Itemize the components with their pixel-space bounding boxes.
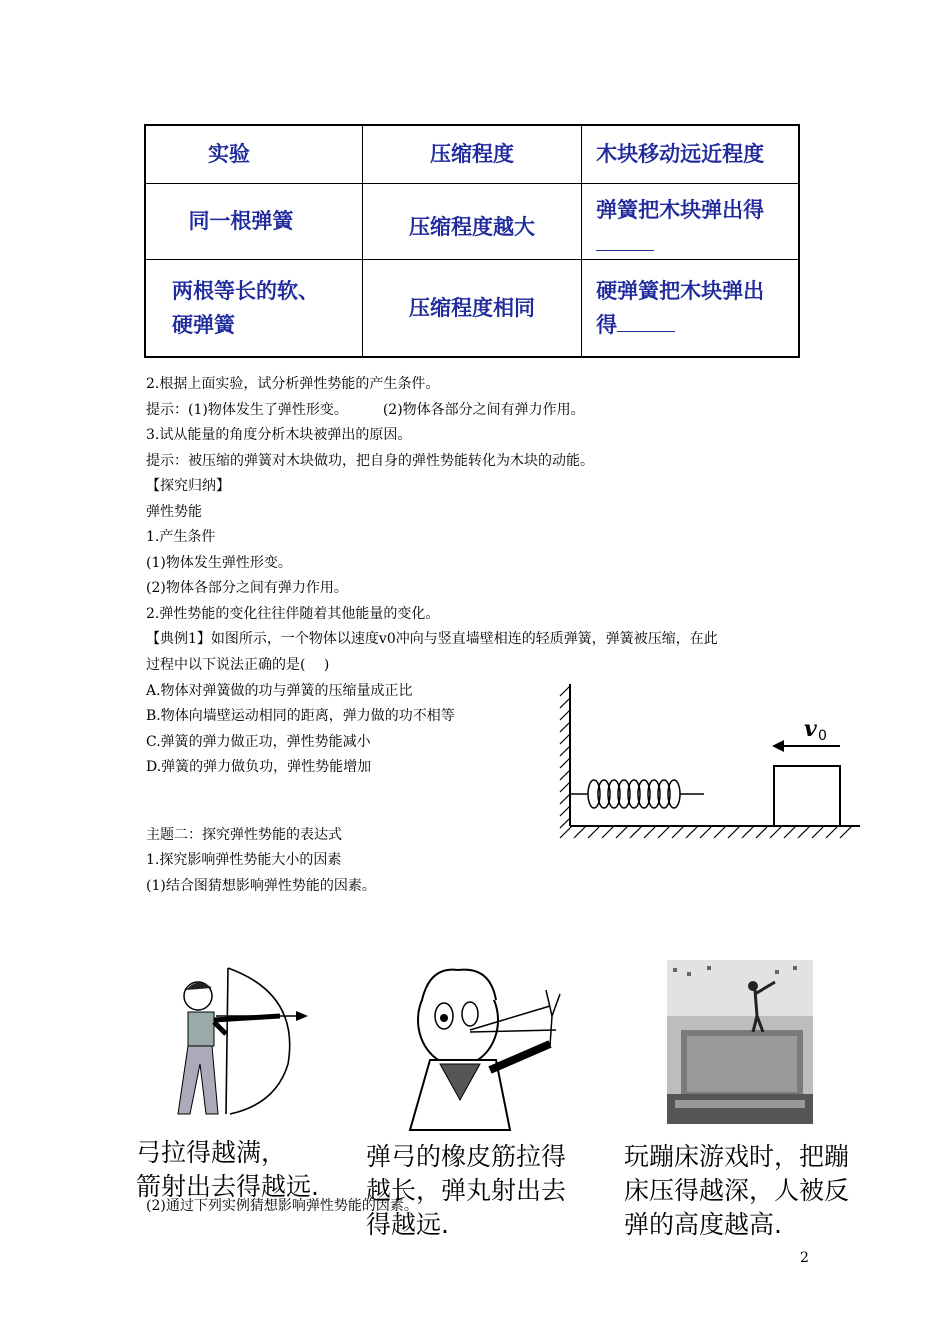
- row2-experiment: [145, 259, 362, 357]
- row1-compression: 压缩程度越大: [362, 183, 581, 259]
- topic-two-subitem-2: (2)通过下列实例猜想影响弹性势能的因素。: [146, 1198, 418, 1214]
- text-line: (1)物体发生弹性形变。: [146, 555, 292, 571]
- row1-distance: [582, 183, 799, 259]
- example-question: 【典例1】如图所示，一个物体以速度v0冲向与竖直墙壁相连的轻质弹簧，弹簧被压缩，在此: [146, 631, 718, 647]
- option-d: D.弹簧的弹力做负功，弹性势能增加: [146, 759, 372, 775]
- row1-experiment: 同一根弹簧: [145, 183, 362, 259]
- option-b: B.物体向墙壁运动相同的距离，弹力做的功不相等: [146, 708, 455, 724]
- text-line: 2.根据上面实验，试分析弹性势能的产生条件。: [146, 376, 440, 392]
- topic-two-subitem: (1)结合图猜想影响弹性势能的因素。: [146, 878, 376, 894]
- topic-two-item: 1.探究影响弹性势能大小的因素: [146, 852, 342, 868]
- velocity-label: v: [804, 716, 817, 742]
- row2-experiment-line1: 两根等长的软、: [172, 278, 319, 303]
- topic-two-title: 主题二：探究弹性势能的表达式: [146, 827, 342, 843]
- caption-bow-line: 箭射出去得越远.: [136, 1172, 319, 1201]
- row1-distance-text: 弹簧把木块弹出得: [596, 198, 765, 222]
- option-a: A.物体对弹簧做的功与弹簧的压缩量成正比: [146, 683, 413, 699]
- spring-icon: [570, 780, 704, 808]
- row2-blank[interactable]: [617, 317, 675, 332]
- caption-bow: [136, 1136, 319, 1204]
- slingshot-illustration: [400, 960, 570, 1140]
- header-distance: 木块移动远近程度: [582, 125, 799, 183]
- row2-distance-line2: 得: [596, 308, 784, 342]
- archer-illustration: [160, 964, 310, 1128]
- caption-trampoline: [624, 1140, 849, 1242]
- example-question-cont: 过程中以下说法正确的是( ): [146, 657, 330, 673]
- text-line: 提示：(1)物体发生了弹性形变。 (2)物体各部分之间有弹力作用。: [146, 402, 585, 418]
- row2-compression: 压缩程度相同: [362, 259, 581, 357]
- row2-distance: [582, 259, 799, 357]
- header-experiment: 实验: [145, 125, 362, 183]
- row1-blank[interactable]: [596, 227, 784, 249]
- text-line: 提示：被压缩的弹簧对木块做功，把自身的弹性势能转化为木块的动能。: [146, 453, 594, 469]
- page-number: 2: [800, 1250, 809, 1266]
- header-compression: 压缩程度: [362, 125, 581, 183]
- caption-trampoline-line: 床压得越深，人被反: [624, 1176, 850, 1205]
- caption-bow-line: 弓拉得越满，: [136, 1138, 287, 1167]
- text-line: 3.试从能量的角度分析木块被弹出的原因。: [146, 427, 412, 443]
- row2-experiment-line2: 硬弹簧: [172, 312, 235, 337]
- option-c: C.弹簧的弹力做正功，弹性势能减小: [146, 734, 371, 750]
- text-line: 弹性势能: [146, 504, 202, 520]
- table-header-row: [145, 125, 799, 183]
- spring-block-figure: [548, 680, 864, 840]
- caption-trampoline-line: 玩蹦床游戏时，把蹦: [624, 1142, 850, 1171]
- trampoline-photo: [667, 960, 813, 1124]
- caption-trampoline-line: 弹的高度越高.: [624, 1210, 782, 1239]
- text-line: 2.弹性势能的变化往往伴随着其他能量的变化。: [146, 606, 440, 622]
- text-line: 1.产生条件: [146, 529, 216, 545]
- caption-slingshot: [366, 1140, 566, 1242]
- table-row: [145, 183, 799, 259]
- caption-slingshot-line: 得越远.: [366, 1210, 449, 1239]
- velocity-subscript: 0: [818, 728, 827, 744]
- experiment-table: [144, 124, 800, 358]
- caption-slingshot-line: 越长，弹丸射出去: [366, 1176, 567, 1205]
- caption-slingshot-line: 弹弓的橡皮筋拉得: [366, 1142, 567, 1171]
- text-line: (2)物体各部分之间有弹力作用。: [146, 580, 348, 596]
- text-line: 【探究归纳】: [146, 478, 230, 494]
- block: [774, 766, 840, 826]
- table-row: [145, 259, 799, 357]
- row2-distance-line1: 硬弹簧把木块弹出: [596, 278, 765, 303]
